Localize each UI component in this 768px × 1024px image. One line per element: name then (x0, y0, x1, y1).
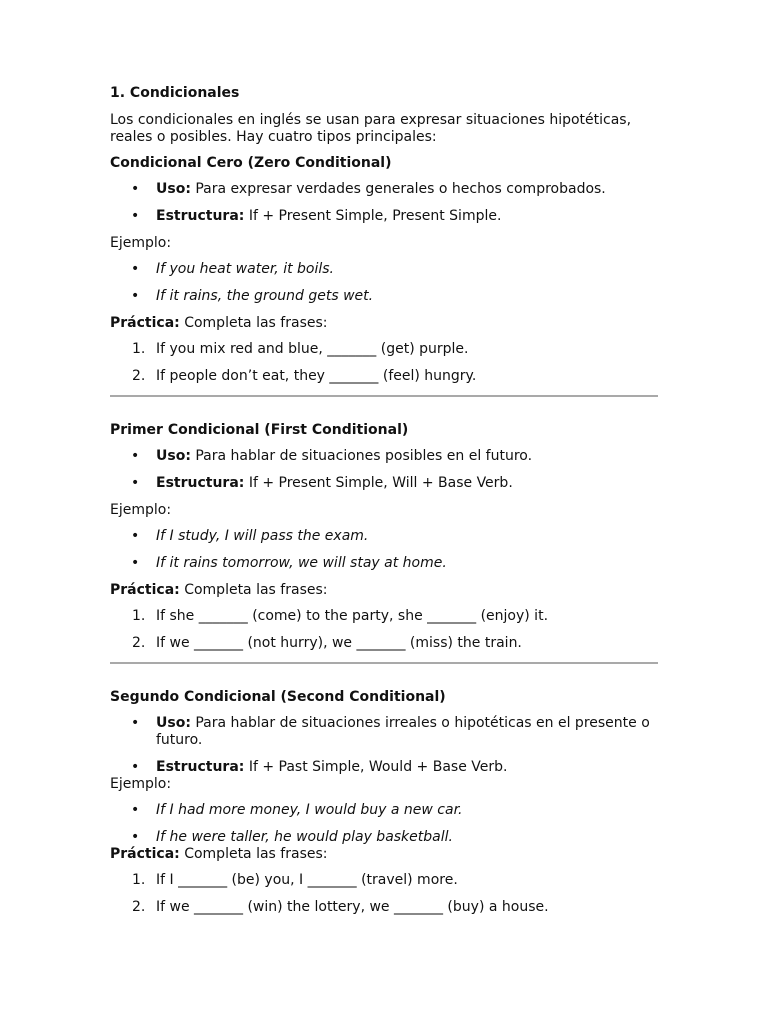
rules-list (110, 715, 658, 776)
exercise-text: If we _______ (win) the lottery, we _______ (buy) a house. (156, 899, 549, 915)
uso-item (110, 448, 658, 465)
exercise-number: 1. (132, 608, 146, 624)
examples-list (110, 261, 658, 305)
estructura-label: Estructura: (156, 475, 245, 491)
exercises-list (110, 872, 658, 916)
examples-list (110, 528, 658, 572)
exercise-number: 2. (132, 635, 146, 651)
section-first-conditional (110, 421, 658, 652)
rules-list (110, 448, 658, 492)
exercise-text: If you mix red and blue, _______ (get) purple. (156, 341, 469, 357)
rules-list (110, 181, 658, 225)
practica-label: Práctica: (110, 315, 180, 331)
example-text: If I had more money, I would buy a new car. (156, 802, 463, 818)
practica-label: Práctica: (110, 582, 180, 598)
practica-line (110, 846, 658, 863)
page-title: 1. Condicionales (110, 85, 240, 101)
uso-label: Uso: (156, 715, 191, 731)
section-heading: Condicional Cero (Zero Conditional) (110, 155, 392, 171)
exercises-list (110, 341, 658, 385)
ejemplo-label: Ejemplo: (110, 776, 172, 792)
intro-paragraph: Los condicionales en inglés se usan para expresar situaciones hipotéticas, reales o posibles. Hay cuatro tipos principales: (110, 112, 632, 145)
exercise-text: If we _______ (not hurry), we _______ (miss) the train. (156, 635, 522, 651)
example-item (110, 555, 658, 572)
practica-text: Completa las frases: (179, 846, 328, 862)
example-text: If he were taller, he would play basketball. (156, 829, 453, 845)
exercise-item (110, 899, 658, 916)
example-item (110, 829, 658, 846)
practica-label: Práctica: (110, 846, 180, 862)
section-divider (110, 395, 658, 397)
estructura-text: If + Past Simple, Would + Base Verb. (244, 759, 508, 775)
estructura-item (110, 475, 658, 492)
exercises-list (110, 608, 658, 652)
example-text: If it rains tomorrow, we will stay at home. (156, 555, 447, 571)
example-item (110, 288, 658, 305)
example-item (110, 528, 658, 545)
uso-item (110, 181, 658, 198)
exercise-item (110, 341, 658, 358)
estructura-item (110, 759, 658, 776)
exercise-item (110, 872, 658, 889)
uso-text: Para hablar de situaciones posibles en el futuro. (190, 448, 533, 464)
exercise-text: If she _______ (come) to the party, she _______ (enjoy) it. (156, 608, 549, 624)
uso-item (110, 715, 658, 749)
ejemplo-label: Ejemplo: (110, 235, 172, 251)
example-text: If you heat water, it boils. (156, 261, 334, 277)
uso-text: Para hablar de situaciones irreales o hipotéticas en el presente o futuro. (156, 715, 650, 748)
practica-text: Completa las frases: (179, 315, 328, 331)
example-text: If I study, I will pass the exam. (156, 528, 369, 544)
uso-text: Para expresar verdades generales o hechos comprobados. (190, 181, 606, 197)
exercise-number: 2. (132, 368, 146, 384)
exercise-number: 1. (132, 341, 146, 357)
exercise-text: If people don’t eat, they _______ (feel) hungry. (156, 368, 477, 384)
uso-label: Uso: (156, 448, 191, 464)
estructura-text: If + Present Simple, Will + Base Verb. (244, 475, 513, 491)
section-second-conditional (110, 688, 658, 916)
example-item (110, 261, 658, 278)
exercise-text: If I _______ (be) you, I _______ (travel) more. (156, 872, 458, 888)
estructura-label: Estructura: (156, 759, 245, 775)
section-divider (110, 662, 658, 664)
exercise-item (110, 608, 658, 625)
section-heading: Segundo Condicional (Second Conditional) (110, 689, 446, 705)
practica-text: Completa las frases: (179, 582, 328, 598)
section-zero-conditional (110, 154, 658, 385)
document-content (110, 84, 658, 916)
exercise-number: 2. (132, 899, 146, 915)
exercise-item (110, 635, 658, 652)
exercise-number: 1. (132, 872, 146, 888)
example-text: If it rains, the ground gets wet. (156, 288, 374, 304)
example-item (110, 802, 658, 819)
ejemplo-label: Ejemplo: (110, 502, 172, 518)
uso-label: Uso: (156, 181, 191, 197)
section-heading: Primer Condicional (First Conditional) (110, 422, 409, 438)
estructura-item (110, 208, 658, 225)
exercise-item (110, 368, 658, 385)
estructura-text: If + Present Simple, Present Simple. (244, 208, 502, 224)
practica-line (110, 315, 658, 332)
examples-list (110, 802, 658, 846)
estructura-label: Estructura: (156, 208, 245, 224)
practica-line (110, 582, 658, 599)
